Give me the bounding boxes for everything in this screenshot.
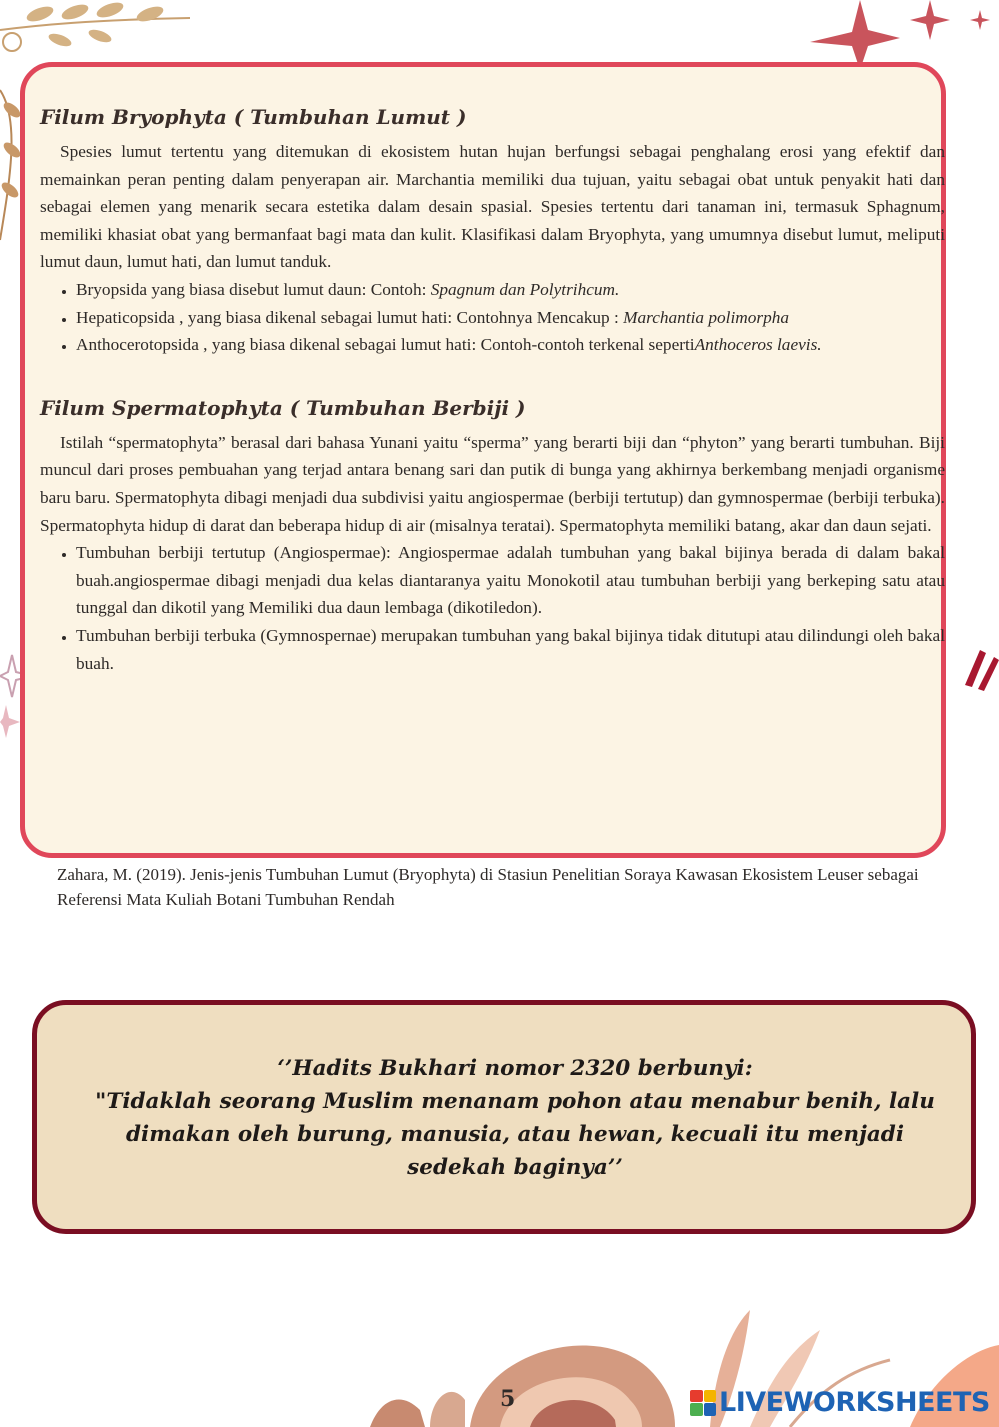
main-content [40, 106, 945, 677]
hadith-source: ‘’Hadits Bukhari nomor 2320 berbunyi: [277, 1056, 753, 1081]
page-number: 5 [500, 1386, 516, 1412]
hadith-quote [75, 1052, 955, 1184]
list-item: • Bryopsida yang biasa disebut lumut daun: Contoh: Spagnum dan Polytrihcum. [76, 276, 945, 304]
bryophyta-paragraph: Spesies lumut tertentu yang ditemukan di ekosistem hutan hujan berfungsi sebagai penghalang erosi yang efektif dan memainkan peran penting dalam penyerapan air. Marchantia memiliki dua tujuan, yaitu sebagai obat untuk penyakit hati dan sebagai elemen yang menarik secara estetika dalam desain spasial. Spesies tertentu dari tanaman ini, termasuk Sphagnum, memiliki khasiat obat yang bermanfaat bagi mata dan kulit. Klasifikasi dalam Bryophyta, yang umumnya disebut lumut, meliputi lumut daun, lumut hati, dan lumut tanduk. [40, 142, 945, 272]
star-decoration [790, 0, 999, 70]
section-title-spermatophyta: Filum Spermatophyta ( Tumbuhan Berbiji ) [40, 395, 526, 420]
logo-icon [690, 1390, 716, 1416]
spermatophyta-list [40, 539, 945, 677]
spermatophyta-paragraph: Istilah “spermatophyta” berasal dari bahasa Yunani yaitu “sperma” yang berarti biji dan “phyton” yang berarti tumbuhan. Biji muncul dari proses pembuahan yang terjad antara benang sari dan putik di bunga yang akhirnya berkembang menjadi organisme baru baru. Spermatophyta dibagi menjadi dua subdivisi yaitu angiospermae (berbiji tertutup) dan gymnospermae (berbiji terbuka). Spermatophyta hidup di darat dan beberapa hidup di air (misalnya teratai). Spermatophyta memiliki batang, akar dan daun sejati. [40, 432, 945, 535]
section-title-bryophyta: Filum Bryophyta ( Tumbuhan Lumut ) [40, 105, 467, 129]
liveworksheets-logo[interactable] [690, 1387, 990, 1418]
list-item: • Tumbuhan berbiji tertutup (Angiospermae): Angiospermae adalah tumbuhan yang bakal bijinya berada di dalam bakal buah.angiospermae dibagi menjadi dua kelas diantaranya yaitu Monokotil atau tumbuhan berbiji yang berkeping satu atau tunggal dan dikotil yang Memiliki dua daun lembaga (dikotiledon). [76, 539, 945, 622]
brush-stroke-decoration [960, 645, 999, 695]
list-item: • Anthocerotopsida , yang biasa dikenal sebagai lumut hati: Contoh-contoh terkenal sepertiAnthoceros laevis. [76, 331, 945, 359]
hadith-text: "Tidaklah seorang Muslim menanam pohon atau menabur benih, lalu dimakan oleh burung, manusia, atau hewan, kecuali itu menjadi sedekah baginya’’ [95, 1089, 935, 1180]
logo-text: LIVEWORKSHEETS [719, 1387, 990, 1418]
list-item: • Tumbuhan berbiji terbuka (Gymnospernae) merupakan tumbuhan yang bakal bijinya tidak ditutupi atau dilindungi oleh bakal buah. [76, 622, 945, 677]
reference-citation: Zahara, M. (2019). Jenis-jenis Tumbuhan Lumut (Bryophyta) di Stasiun Penelitian Soraya Kawasan Ekosistem Leuser sebagai Referensi Mata Kuliah Botani Tumbuhan Rendah [57, 865, 919, 909]
bryophyta-list [40, 276, 945, 359]
list-item: • Hepaticopsida , yang biasa dikenal sebagai lumut hati: Contohnya Mencakup : Marchantia polimorpha [76, 304, 945, 332]
